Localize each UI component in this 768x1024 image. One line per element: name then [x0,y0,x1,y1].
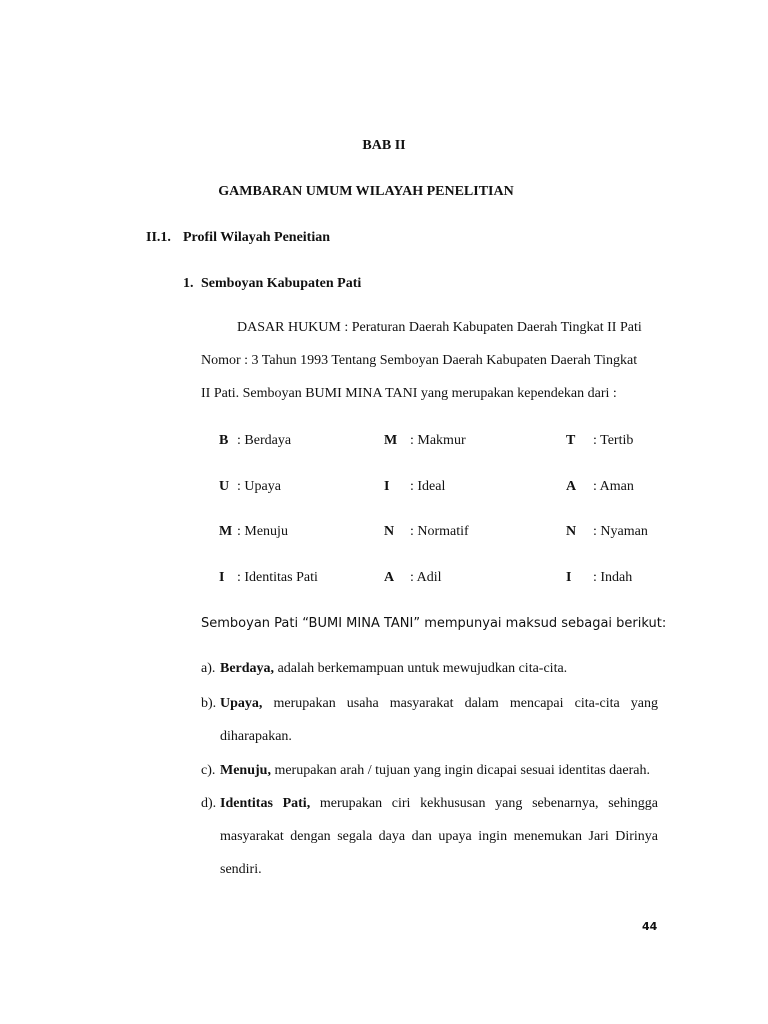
acronym-word: : Adil [410,570,442,585]
subsection-number: 1. [183,276,194,291]
acronym-word: : Tertib [593,433,634,448]
intro-line-3: II Pati. Semboyan BUMI MINA TANI yang merupakan kependekan dari : [201,386,617,401]
list-item-term: Upaya, [220,696,263,711]
acronym-letter: B [219,433,229,448]
subsection-title: Semboyan Kabupaten Pati [201,276,362,291]
list-item-body [220,661,658,677]
acronym-word: : Ideal [410,479,446,494]
list-item-text: merupakan usaha masyarakat dalam mencapai cita-cita yang [262,696,658,711]
page-number: 44 [642,920,658,933]
list-item-body [220,696,658,712]
chapter-title: GAMBARAN UMUM WILAYAH PENELITIAN [218,184,514,199]
list-item-text: merupakan arah / tujuan yang ingin dicapai sesuai identitas daerah. [270,763,650,778]
list-item-text: masyarakat dengan segala daya dan upaya ingin menemukan Jari Dirinya [220,829,658,844]
acronym-word: : Menuju [237,524,288,539]
list-item-text: adalah berkemampuan untuk mewujudkan cita-cita. [274,661,568,676]
intro-line-1: DASAR HUKUM : Peraturan Daerah Kabupaten Daerah Tingkat II Pati [237,320,642,335]
acronym-letter: M [384,433,398,448]
acronym-word: : Normatif [410,524,469,539]
list-item-body [220,796,658,812]
list-item-term: Berdaya, [220,661,275,676]
acronym-letter: T [566,433,576,448]
list-item-label: c). [201,763,216,778]
list-item-body [220,763,658,779]
list-item-term: Identitas Pati, [220,796,311,811]
acronym-word: : Identitas Pati [237,570,318,585]
acronym-letter: U [219,479,230,494]
acronym-letter: A [566,479,577,494]
acronym-letter: N [566,524,577,539]
list-item-text: sendiri. [220,862,262,877]
chapter-heading: BAB II [362,138,406,153]
acronym-word: : Indah [593,570,633,585]
acronym-letter: I [566,570,572,585]
acronym-word: : Berdaya [237,433,292,448]
acronym-letter: N [384,524,395,539]
list-item-text: diharapakan. [220,729,292,744]
section-title: Profil Wilayah Peneitian [183,230,331,245]
list-item-term: Menuju, [220,763,271,778]
acronym-letter: I [384,479,390,494]
acronym-word: : Aman [593,479,634,494]
acronym-letter: M [219,524,233,539]
acronym-word: : Makmur [410,433,466,448]
acronym-letter: A [384,570,395,585]
acronym-word: : Nyaman [593,524,648,539]
acronym-letter: I [219,570,225,585]
list-item-label: d). [201,796,217,811]
meaning-intro: Semboyan Pati “BUMI MINA TANI” mempunyai maksud sebagai berikut: [201,616,667,631]
intro-line-2: Nomor : 3 Tahun 1993 Tentang Semboyan Daerah Kabupaten Daerah Tingkat [201,353,638,368]
acronym-word: : Upaya [237,479,281,494]
section-number: II.1. [146,230,171,245]
list-item-label: a). [201,661,216,676]
list-item-label: b). [201,696,217,711]
list-item-text: merupakan ciri kekhususan yang sebenarnya, sehingga [310,796,658,811]
